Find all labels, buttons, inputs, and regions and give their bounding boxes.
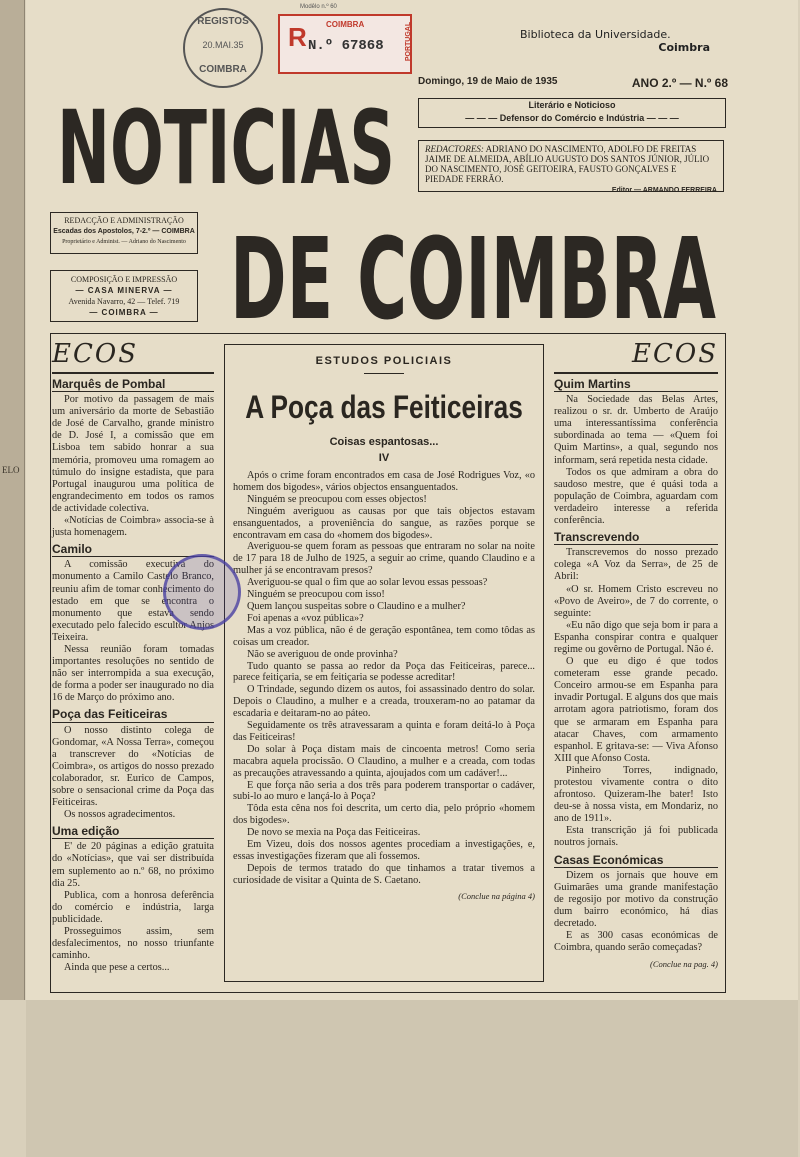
postmark-top-text: REGISTOS xyxy=(197,16,249,27)
left-column-ecos xyxy=(52,336,214,974)
composition-address: Avenida Navarro, 42 — Telef. 719 xyxy=(68,297,180,306)
kicker-rule xyxy=(364,373,404,374)
composition-city: — COIMBRA — xyxy=(89,308,159,317)
section-paragraph: Esta transcrição já foi publicada noutros jornais. xyxy=(554,825,718,849)
article-paragraph: De novo se mexia na Poça das Feiticeiras. xyxy=(247,827,421,839)
administration-box xyxy=(50,212,198,254)
editors-names: ADRIANO DO NASCIMENTO, ADOLFO DE FREITAS JAIME DE ALMEIDA, ABÍLIO AUGUSTO DOS SANTOS JÚNIOR, JÚLIO DO NASCIMENTO, JOSÉ GEITOEIRA, FAUSTO GONÇALVES E PIEDADE FERRÃO. xyxy=(425,144,710,184)
scan-background xyxy=(26,1000,798,1157)
article-continued: (Conclue na página 4) xyxy=(458,890,535,901)
tagline-box xyxy=(418,98,726,128)
reg-city: COIMBRA xyxy=(326,20,365,29)
section-paragraph: «Eu não digo que seja bom ir para a Espanha conspirar contra e qualquer regime ou govêrno de Portugal. Não é. xyxy=(554,619,718,655)
composition-title: COMPOSIÇÃO E IMPRESSÃO xyxy=(70,275,178,284)
registos-postmark xyxy=(183,8,263,88)
admin-address: Escadas dos Apostolos, 7-2.º — COIMBRA xyxy=(53,228,195,235)
right-sections xyxy=(554,378,718,954)
library-stamp xyxy=(520,28,710,54)
article-paragraph: Ninguém averiguou as causas por que tais objectos estavam ensanguentados, a proveniência do sangue, as razões porque se encontravam em casa do «homem dos bigodes». xyxy=(233,505,535,541)
section-heading: Transcrevendo xyxy=(554,531,718,545)
section-heading: Casas Económicas xyxy=(554,854,718,868)
editors-label: REDACTORES: xyxy=(425,144,484,154)
center-article xyxy=(224,344,544,982)
article-paragraph: Tôda esta cêna nos foi descrita, um certo dia, pelo próprio «homem dos bigodes». xyxy=(233,803,535,827)
library-line1: Biblioteca da Universidade. xyxy=(520,28,671,41)
section-paragraph: Os nossos agradecimentos. xyxy=(64,809,176,821)
previous-page-edge xyxy=(0,0,25,1000)
postmark-bottom-text: COIMBRA xyxy=(199,64,247,75)
section-paragraph: Por motivo da passagem de mais um aniversário da morte de Sebastião de José de Carvalho, grande ministro de D. José I, a comissão que em Lisboa tem sabido honrar a sua memória, promoveu uma romagem ao túmulo do insigne estadista, que para Portugal inaugurou uma política de engrandecimento em todos os ramos de actividade colectiva. xyxy=(52,394,214,514)
article-paragraph: Mas a voz pública, não é de geração espontânea, tem como tôdas as coisas um creador. xyxy=(233,624,535,648)
reg-letter: R xyxy=(288,22,307,52)
reg-model: Modêlo n.º 60 xyxy=(300,4,337,10)
library-ink-stamp xyxy=(163,554,241,630)
article-paragraph: Averiguou-se quem foram as pessoas que entraram no solar na noite de 17 para 18 de Julho de 1925, a seguir ao crime, quando Claudino e a mulher já se encontravam presos? xyxy=(233,541,535,577)
article-paragraph: O Trindade, segundo dizem os autos, foi assassinado dentro do solar. Depois o Claudino, a mulher e a creada, trouxeram-no ao patamar da escadaria e deitaram-no ao páteo. xyxy=(233,684,535,720)
section-paragraph: Pinheiro Torres, indignado, protestou vivamente contra o dito afrontoso. Quizeram-lhe bater! Isto deu-se à nossa vista, em Mondariz, no ano de 1911». xyxy=(554,764,718,825)
postmark-date: 20.MAI.35 xyxy=(202,40,244,50)
section-heading: Quim Martins xyxy=(554,378,718,392)
composition-press: — CASA MINERVA — xyxy=(75,286,173,295)
editors-box xyxy=(418,140,724,192)
composition-box xyxy=(50,270,198,322)
section-paragraph: Transcrevemos do nosso prezado colega «A Voz da Serra», de 25 de Abril: xyxy=(554,547,718,583)
article-paragraph: Ninguém se preocupou com esses objectos! xyxy=(247,493,427,505)
masthead-word-de-coimbra: DE COIMBRA xyxy=(230,215,717,330)
library-line2: Coimbra xyxy=(658,41,710,54)
section-heading: Camilo xyxy=(52,543,214,557)
article-headline: A Poça das Feiticeiras xyxy=(245,389,523,425)
section-paragraph: Ainda que pese a certos... xyxy=(64,962,170,974)
issue-number: ANO 2.º — N.º 68 xyxy=(631,76,728,90)
section-paragraph: A comissão executiva do monumento a Camilo Castelo Branco, reuniu afim de tomar conhecimento do estado em que se encontra o monumento que estava sendo executado pelo falecido escultor Anjos Teixeira. xyxy=(52,559,214,643)
reg-country: PORTUGAL xyxy=(404,21,412,62)
masthead-word-noticias: NOTICIAS xyxy=(57,89,395,195)
article-paragraph: Não se averiguou de onde provinha? xyxy=(247,648,398,660)
article-paragraph: Averiguou-se qual o fim que ao solar levou essas pessoas? xyxy=(247,577,488,589)
masthead-title-bottom xyxy=(230,210,720,330)
article-body xyxy=(233,470,535,887)
article-paragraph: Depois de termos tratado do que tinhamos a tratar tivemos a curiosidade de visitar a Quinta de S. Caetano. xyxy=(233,862,535,886)
section-paragraph: O que eu digo é que todos cometeram esse grande pecado. Conceiro armou-se em Espanha para invadir Portugal. E alguns dos que mais arrotam agora patriotismo, foram dos que se armaram em Espanha para atacar Chaves, com armamento espanhol. E gritava-se: — Viva Afonso XIII que Afonso Costa. xyxy=(554,656,718,764)
article-paragraph: E que força não seria a dos três para poderem transportar o cadáver, subi-lo ao muro e lançá-lo à Poça? xyxy=(233,779,535,803)
admin-owner: Proprietário e Administ. — Adriano do Nascimento xyxy=(62,239,186,245)
masthead-title-top xyxy=(57,85,397,195)
dateline xyxy=(418,76,728,90)
section-paragraph: Todos os que admiram a obra do saudoso mestre, que é quási toda a população de Coimbra, aguardam com verdadeiro interesse a referida conferência. xyxy=(554,466,718,527)
right-continued: (Conclue na pag. 4) xyxy=(650,959,718,970)
article-subhead: Coisas espantosas... xyxy=(329,436,439,448)
ecos-heading-right: ECOS xyxy=(554,336,718,374)
article-paragraph: Após o crime foram encontrados em casa de José Rodrigues Voz, «o homem dos bigodes», vários objectos ensanguentados. xyxy=(233,470,535,493)
right-column-ecos xyxy=(554,336,718,970)
article-paragraph: Seguidamente os três atravessaram a quinta e foram deitá-lo à Poça das Feiticeiras! xyxy=(233,720,535,743)
ecos-heading-left: ECOS xyxy=(52,336,214,374)
article-part: IV xyxy=(378,452,390,464)
section-paragraph: Na Sociedade das Belas Artes, realizou o sr. dr. Umberto de Araújo uma interessantíssima conferência subordinada ao tema — «Quem foi Quim Martins», a qual, segundo nos informam, será repetida nesta cidade. xyxy=(554,394,718,466)
article-paragraph: Tudo quanto se passa ao redor da Poça das Feiticeiras, parece... parece feitiçaria, se em feitiçaria se podesse acreditar! xyxy=(233,660,535,684)
section-paragraph: Publica, com a honrosa deferência do comércio e indústria, larga publicidade. xyxy=(52,889,214,925)
tagline-line1: Literário e Noticioso xyxy=(528,100,616,110)
section-paragraph: E as 300 casas económicas de Coimbra, quando serão começadas? xyxy=(554,930,718,954)
previous-page-fragment: ELO xyxy=(2,465,20,475)
issue-date: Domingo, 19 de Maio de 1935 xyxy=(418,76,558,87)
left-sections xyxy=(52,378,214,974)
article-kicker: ESTUDOS POLICIAIS xyxy=(315,355,453,367)
section-heading: Marquês de Pombal xyxy=(52,378,214,392)
section-paragraph: Dizem os jornais que houve em Guimarães uma grande manifestação de regosijo por motivo da construção dum bairro económico, há dias decretado. xyxy=(554,869,718,930)
registered-mail-label xyxy=(278,4,412,74)
section-paragraph: Prosseguimos assim, sem desfalecimentos, no nosso triunfante caminho. xyxy=(52,926,214,962)
article-paragraph: Do solar à Poça distam mais de cincoenta metros! Como seria macabra aquela procissão. O Claudino, a mulher e a creada, com todas as precauções atravessando a quinta, ajoujados com um cadáver!... xyxy=(233,743,535,779)
article-paragraph: Em Vizeu, dois dos nossos agentes procediam a investigações, e, essas investigações fizeram que ali fossemos. xyxy=(233,839,535,862)
section-heading: Uma edição xyxy=(52,825,214,839)
article-paragraph: Quem lançou suspeitas sobre o Claudino e a mulher? xyxy=(247,600,466,612)
section-heading: Poça das Feiticeiras xyxy=(52,708,214,722)
reg-number: N.º 67868 xyxy=(308,38,384,54)
admin-title: REDACÇÃO E ADMINISTRAÇÃO xyxy=(64,216,184,225)
article-paragraph: Foi apenas a «voz pública»? xyxy=(247,612,364,624)
article-paragraph: Ninguém se preocupou com isso! xyxy=(247,589,385,601)
section-paragraph: Nessa reunião foram tomadas importantes resoluções no sentido de não ser interrompida a sua execução, de forma a poder ser inaugurado no dia 16 de Março do próximo ano. xyxy=(52,643,214,704)
section-paragraph: «O sr. Homem Cristo escreveu no «Povo de Aveiro», de 7 do corrente, o seguinte: xyxy=(554,583,718,619)
tagline-line2: — — — Defensor do Comércio e Indústria — — — xyxy=(465,113,679,123)
editor-name: Editor — ARMANDO FERREIRA xyxy=(611,187,717,194)
section-paragraph: «Notícias de Coimbra» associa-se à justa homenagem. xyxy=(52,515,214,539)
section-paragraph: O nosso distinto colega de Gondomar, «A Nossa Terra», começou a transcrever do «Notícias de Coimbra», os artigos do nosso prezado colaborador, sr. Eurico de Campos, sobre o sensacional crime da Poça das Feiticeiras. xyxy=(52,724,214,809)
section-paragraph: E' de 20 páginas a edição gratuita do «Notícias», que vai ser distribuída em suplemento ao n.º 68, no próximo dia 25. xyxy=(52,841,214,889)
